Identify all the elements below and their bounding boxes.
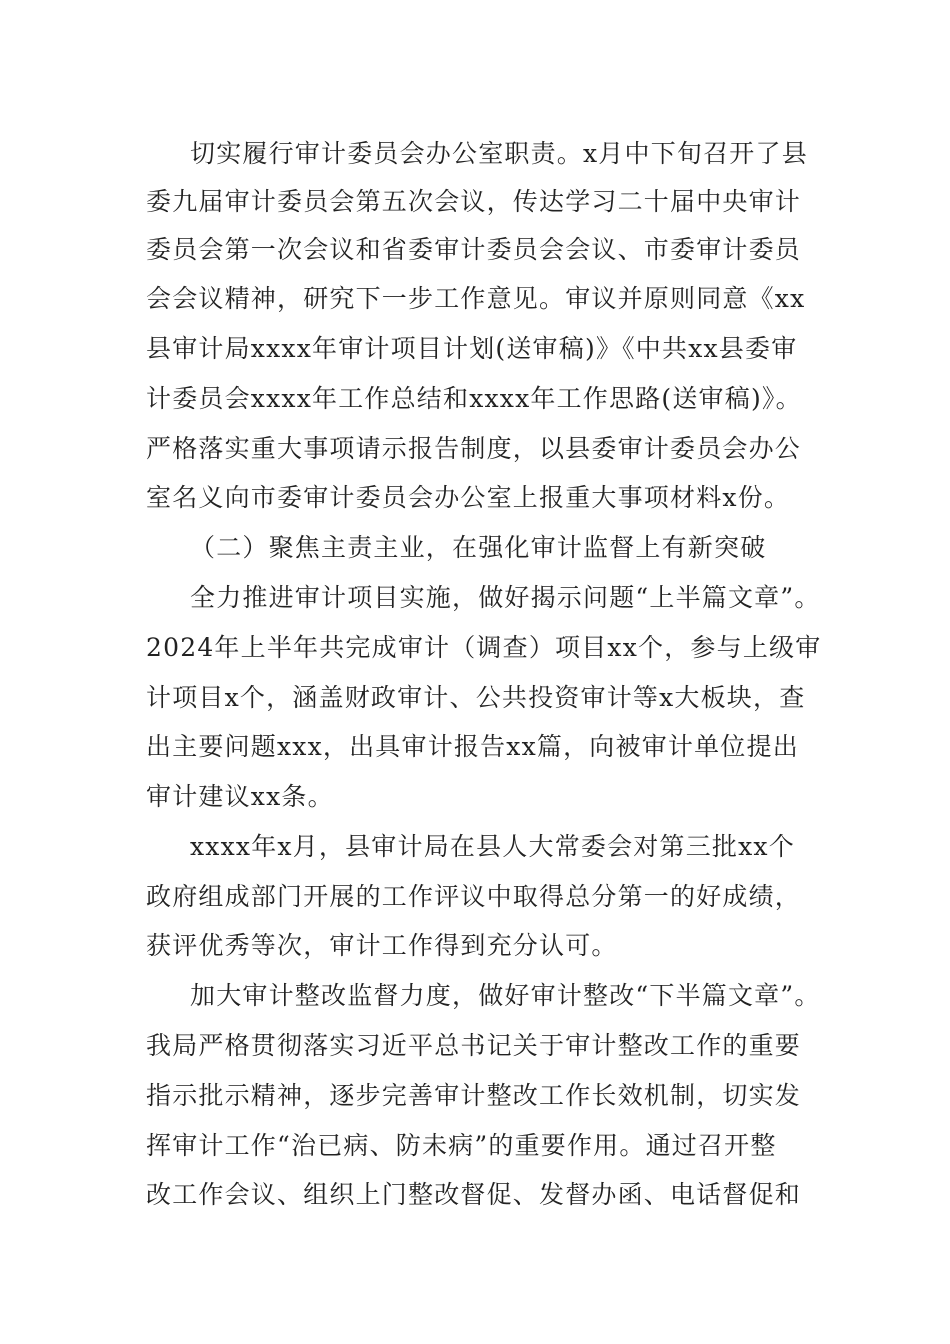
paragraph-line: 改工作会议、组织上门整改督促、发督办函、电话督促和 [146, 1180, 802, 1209]
paragraph-line: xxxx年x月，县审计局在县人大常委会对第三批xx个 [190, 832, 795, 861]
paragraph-line: 审计建议xx条。 [146, 782, 334, 811]
paragraph-line: 切实履行审计委员会办公室职责。x月中下旬召开了县 [190, 139, 808, 168]
paragraph-line: 获评优秀等次，审计工作得到充分认可。 [146, 931, 618, 960]
paragraph-line: 加大审计整改监督力度，做好审计整改“下半篇文章”。 [190, 981, 821, 1010]
paragraph-line: 政府组成部门开展的工作评议中取得总分第一的好成绩， [146, 882, 802, 911]
paragraph-line: 县审计局xxxx年审计项目计划(送审稿)》《中共xx县委审 [146, 334, 798, 363]
paragraph-line: 计项目x个，涵盖财政审计、公共投资审计等x大板块，查 [146, 683, 806, 712]
paragraph-line: 指示批示精神，逐步完善审计整改工作长效机制，切实发 [146, 1081, 802, 1110]
paragraph-line: 2024年上半年共完成审计（调查）项目xx个，参与上级审 [146, 633, 822, 662]
paragraph-line: 挥审计工作“治已病、防未病”的重要作用。通过召开整 [146, 1131, 777, 1160]
paragraph-line: 严格落实重大事项请示报告制度，以县委审计委员会办公 [146, 434, 802, 463]
paragraph-line: 室名义向市委审计委员会办公室上报重大事项材料x份。 [146, 483, 791, 512]
paragraph-line: 委九届审计委员会第五次会议，传达学习二十届中央审计 [146, 187, 802, 216]
paragraph-line: 计委员会xxxx年工作总结和xxxx年工作思路(送审稿)》。 [146, 384, 802, 413]
paragraph-line: 我局严格贯彻落实习近平总书记关于审计整改工作的重要 [146, 1031, 802, 1060]
paragraph-line: 全力推进审计项目实施，做好揭示问题“上半篇文章”。 [190, 583, 821, 612]
paragraph-line: 出主要问题xxx，出具审计报告xx篇，向被审计单位提出 [146, 732, 799, 761]
paragraph-line: 会会议精神，研究下一步工作意见。审议并原则同意《xx [146, 284, 806, 313]
section-heading: （二）聚焦主责主业，在强化审计监督上有新突破 [190, 533, 767, 562]
paragraph-line: 委员会第一次会议和省委审计委员会会议、市委审计委员 [146, 235, 802, 264]
